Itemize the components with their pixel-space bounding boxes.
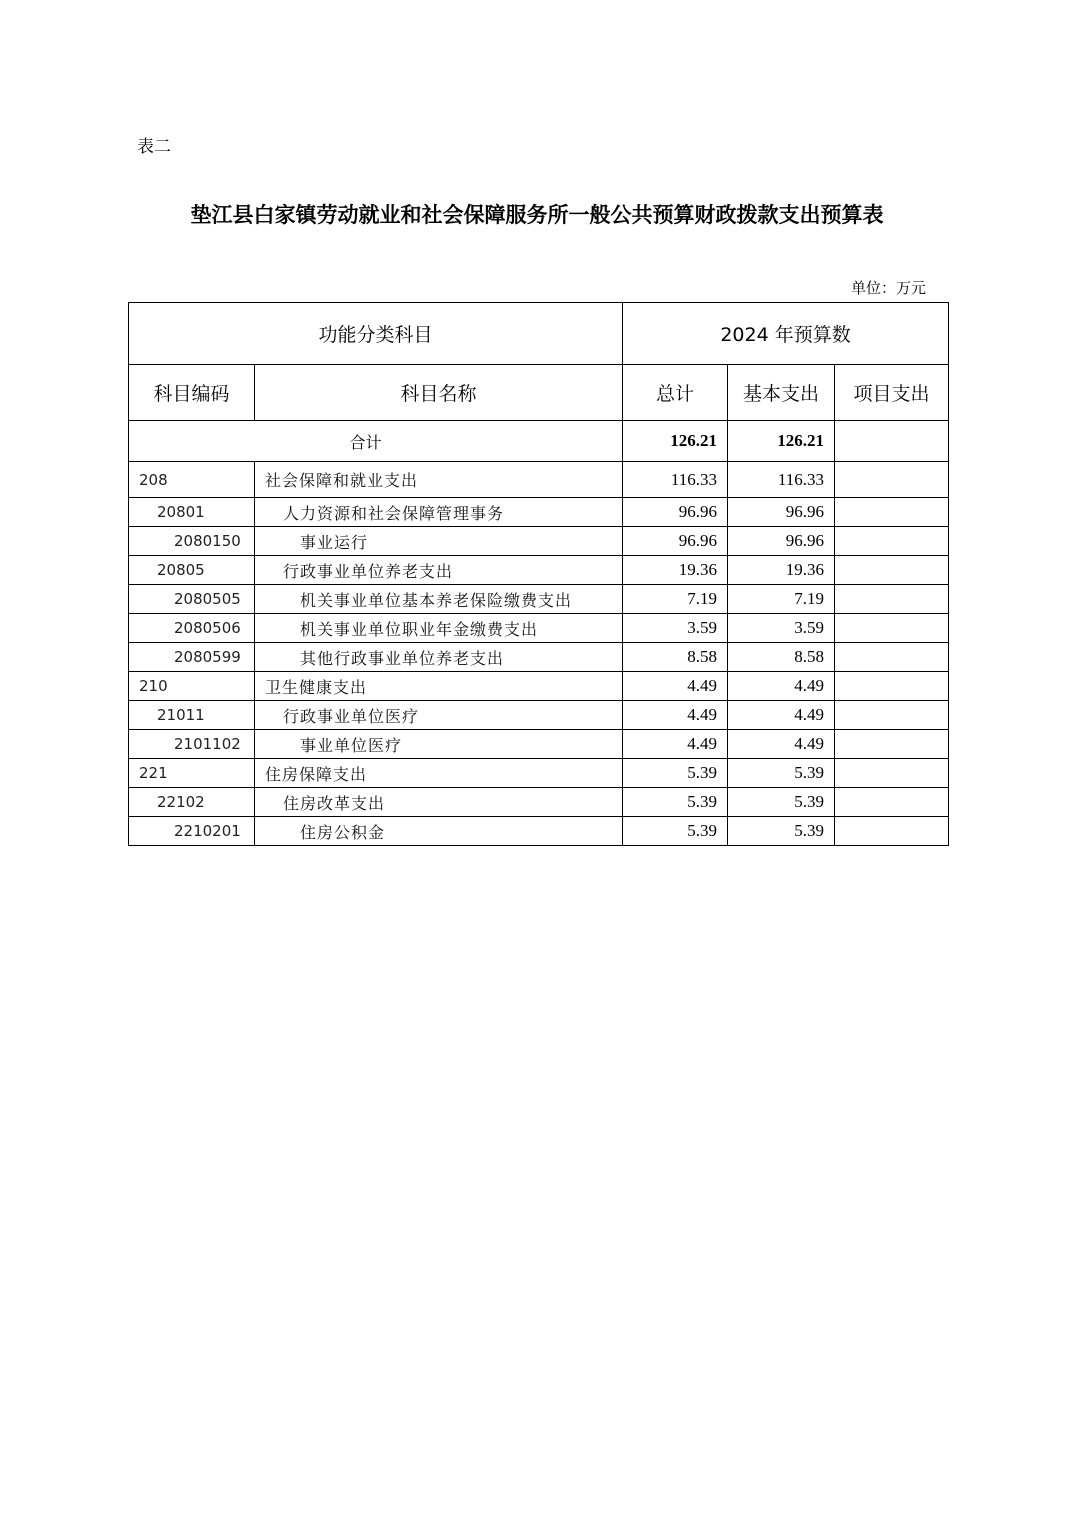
page-title: 垫江县白家镇劳动就业和社会保障服务所一般公共预算财政拨款支出预算表 bbox=[190, 202, 884, 227]
row-project bbox=[835, 527, 949, 556]
row-total: 8.58 bbox=[623, 643, 728, 672]
table-row bbox=[129, 498, 949, 527]
row-code: 22102 bbox=[129, 788, 255, 817]
row-project bbox=[835, 643, 949, 672]
row-code: 208 bbox=[129, 462, 255, 498]
row-project bbox=[835, 730, 949, 759]
row-code: 2080150 bbox=[129, 527, 255, 556]
row-basic: 4.49 bbox=[728, 730, 835, 759]
row-basic: 116.33 bbox=[728, 462, 835, 498]
table-row bbox=[129, 614, 949, 643]
row-total: 96.96 bbox=[623, 498, 728, 527]
row-name: 住房改革支出 bbox=[255, 788, 623, 817]
header-basic: 基本支出 bbox=[728, 365, 835, 421]
row-project bbox=[835, 759, 949, 788]
header-row-1 bbox=[129, 303, 949, 365]
row-name: 人力资源和社会保障管理事务 bbox=[255, 498, 623, 527]
unit-note: 单位：万元 bbox=[850, 279, 926, 297]
row-code: 2080599 bbox=[129, 643, 255, 672]
row-total: 116.33 bbox=[623, 462, 728, 498]
total-project bbox=[835, 421, 949, 462]
header-budget-year: 2024 年预算数 bbox=[623, 303, 949, 365]
row-total: 4.49 bbox=[623, 701, 728, 730]
row-code: 2210201 bbox=[129, 817, 255, 846]
table-row bbox=[129, 643, 949, 672]
row-code: 20801 bbox=[129, 498, 255, 527]
row-name: 住房公积金 bbox=[255, 817, 623, 846]
row-name: 卫生健康支出 bbox=[255, 672, 623, 701]
row-basic: 7.19 bbox=[728, 585, 835, 614]
row-basic: 5.39 bbox=[728, 817, 835, 846]
row-code: 210 bbox=[129, 672, 255, 701]
row-basic: 96.96 bbox=[728, 527, 835, 556]
total-total: 126.21 bbox=[623, 421, 728, 462]
table-row bbox=[129, 585, 949, 614]
row-code: 2101102 bbox=[129, 730, 255, 759]
row-project bbox=[835, 614, 949, 643]
row-total: 19.36 bbox=[623, 556, 728, 585]
row-basic: 5.39 bbox=[728, 759, 835, 788]
row-total: 5.39 bbox=[623, 788, 728, 817]
header-name: 科目名称 bbox=[255, 365, 623, 421]
table-row bbox=[129, 817, 949, 846]
row-project bbox=[835, 498, 949, 527]
doc-label: 表二 bbox=[137, 137, 171, 157]
row-basic: 3.59 bbox=[728, 614, 835, 643]
header-code: 科目编码 bbox=[129, 365, 255, 421]
row-name: 社会保障和就业支出 bbox=[255, 462, 623, 498]
budget-table bbox=[128, 302, 949, 846]
row-project bbox=[835, 788, 949, 817]
row-name: 事业单位医疗 bbox=[255, 730, 623, 759]
table-row bbox=[129, 730, 949, 759]
row-name: 行政事业单位医疗 bbox=[255, 701, 623, 730]
row-project bbox=[835, 585, 949, 614]
row-basic: 96.96 bbox=[728, 498, 835, 527]
table-row bbox=[129, 462, 949, 498]
row-name: 住房保障支出 bbox=[255, 759, 623, 788]
row-total: 5.39 bbox=[623, 817, 728, 846]
row-basic: 19.36 bbox=[728, 556, 835, 585]
total-basic: 126.21 bbox=[728, 421, 835, 462]
table-row bbox=[129, 556, 949, 585]
row-total: 4.49 bbox=[623, 730, 728, 759]
row-basic: 4.49 bbox=[728, 701, 835, 730]
row-total: 96.96 bbox=[623, 527, 728, 556]
row-name: 机关事业单位职业年金缴费支出 bbox=[255, 614, 623, 643]
header-functional-category: 功能分类科目 bbox=[129, 303, 623, 365]
table-row bbox=[129, 788, 949, 817]
row-total: 5.39 bbox=[623, 759, 728, 788]
table-row bbox=[129, 759, 949, 788]
row-project bbox=[835, 817, 949, 846]
row-basic: 5.39 bbox=[728, 788, 835, 817]
row-project bbox=[835, 672, 949, 701]
row-total: 3.59 bbox=[623, 614, 728, 643]
total-label: 合计 bbox=[129, 421, 623, 462]
table-row bbox=[129, 527, 949, 556]
row-basic: 8.58 bbox=[728, 643, 835, 672]
header-project: 项目支出 bbox=[835, 365, 949, 421]
row-code: 2080506 bbox=[129, 614, 255, 643]
row-name: 事业运行 bbox=[255, 527, 623, 556]
table-row bbox=[129, 672, 949, 701]
row-project bbox=[835, 556, 949, 585]
header-total: 总计 bbox=[623, 365, 728, 421]
total-row bbox=[129, 421, 949, 462]
row-code: 21011 bbox=[129, 701, 255, 730]
row-project bbox=[835, 701, 949, 730]
row-name: 其他行政事业单位养老支出 bbox=[255, 643, 623, 672]
row-code: 20805 bbox=[129, 556, 255, 585]
row-basic: 4.49 bbox=[728, 672, 835, 701]
row-name: 机关事业单位基本养老保险缴费支出 bbox=[255, 585, 623, 614]
header-row-2 bbox=[129, 365, 949, 421]
row-total: 7.19 bbox=[623, 585, 728, 614]
row-code: 221 bbox=[129, 759, 255, 788]
row-name: 行政事业单位养老支出 bbox=[255, 556, 623, 585]
row-total: 4.49 bbox=[623, 672, 728, 701]
row-project bbox=[835, 462, 949, 498]
table-row bbox=[129, 701, 949, 730]
row-code: 2080505 bbox=[129, 585, 255, 614]
